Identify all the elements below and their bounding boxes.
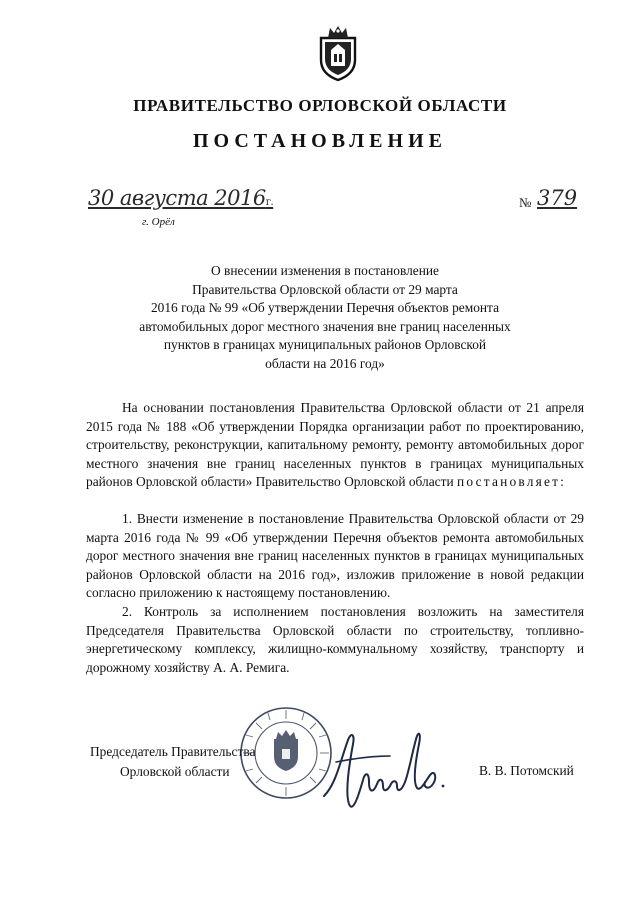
subject-line: пунктов в границах муниципальных районов Орловской: [163, 337, 487, 353]
preamble-paragraph: [86, 399, 584, 492]
issuing-authority: ПРАВИТЕЛЬСТВО ОРЛОВСКОЙ ОБЛАСТИ: [133, 96, 507, 115]
subject-line: 2016 года № 99 «Об утверждении Перечня объектов ремонта: [150, 300, 500, 316]
document-date-value: 30 августа 2016: [88, 186, 266, 210]
document-date-suffix: г.: [265, 197, 274, 208]
document-body: [86, 399, 584, 677]
preamble-text: На основании постановления Правительства Орловской области от 21 апреля 2015 года № 188 «Об утверждении Порядка организации работ по проектированию, строительству, реконструкции, капитальному ремонту, ремонту автомобильных дорог местного значения вне границ населенных пунктов в границах муниципальных районов Орловской области» Правительство Орловской области: [86, 400, 584, 490]
document-subject: [115, 262, 535, 374]
subject-line: автомобильных дорог местного значения вне границ населенных: [139, 318, 511, 334]
subject-line: О внесении изменения в постановление: [211, 263, 439, 278]
document-number-label: №: [519, 195, 532, 210]
item-2-paragraph: 2. Контроль за исполнением постановления возложить на заместителя Председателя Правительства Орловской области по строительству, топливно-энергетическому комплексу, жилищно-коммунальному хозяйству, транспорту и дорожному хозяйству А. А. Ремига.: [86, 603, 584, 675]
document-date: [88, 186, 273, 210]
document-city: г. Орёл: [142, 216, 175, 228]
signatory-title-line-1: Председатель Правительства: [90, 744, 256, 759]
document-number: 379: [537, 186, 578, 210]
signature-icon: [318, 722, 450, 822]
subject-line: Правительства Орловской области от 29 марта: [192, 281, 458, 297]
item-1-paragraph: 1. Внести изменение в постановление Правительства Орловской области от 29 марта 2016 года № 99 «Об утверждении Перечня объектов ремонта автомобильных дорог местного значения вне границ населенных пунктов в границах муниципальных районов Орловской области на 2016 год», изложив приложение в новой редакции согласно приложению к настоящему постановлению.: [86, 510, 584, 601]
resolves-word: постановляет:: [457, 474, 567, 490]
coat-of-arms-icon: [313, 24, 363, 82]
signatory-title-line-2: Орловской области: [120, 764, 230, 779]
document-type-title: ПОСТАНОВЛЕНИЕ: [193, 130, 447, 152]
signatory-name: В. В. Потомский: [479, 763, 574, 778]
subject-line: области на 2016 год»: [265, 355, 385, 371]
signatory-title: [90, 742, 255, 782]
